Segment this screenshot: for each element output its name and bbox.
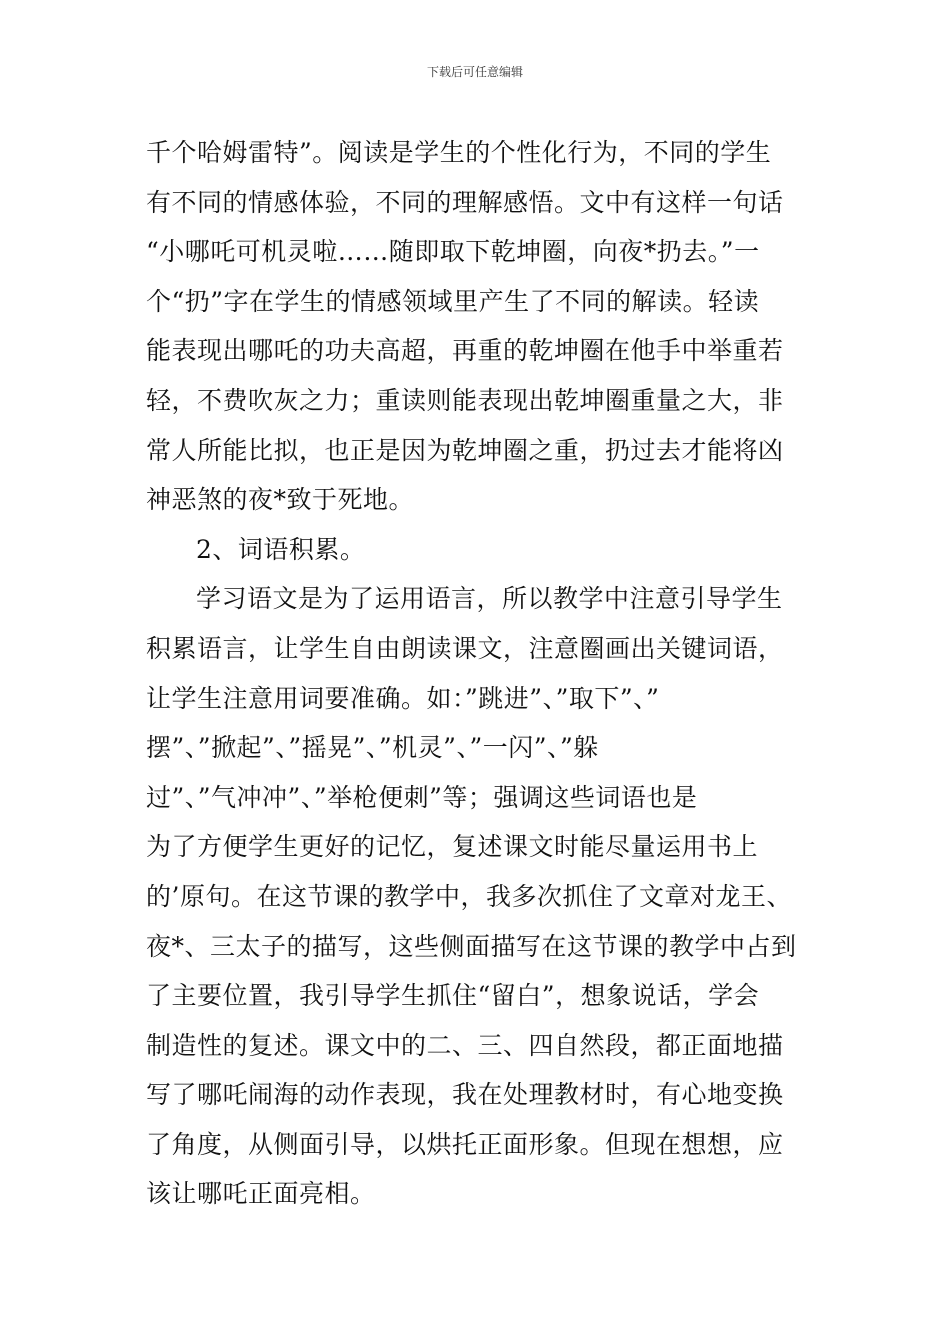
text-line: 夜*、三太子的描写，这些侧面描写在这节课的教学中占到 bbox=[146, 931, 797, 961]
text-line: 让学生注意用词要准确。如：”跳进”、”取下”、” bbox=[146, 683, 660, 713]
text-line: 摆”、”掀起”、”摇晃”、”机灵”、”一闪”、”躲 bbox=[146, 733, 599, 763]
text-line: 了主要位置，我引导学生抓住“留白”，想象说话，学会 bbox=[146, 981, 760, 1011]
text-line: 写了哪吒闹海的动作表现，我在处理教材时，有心地变换 bbox=[146, 1080, 784, 1110]
document-body bbox=[146, 128, 826, 1219]
page-header: 下载后可任意编辑 bbox=[426, 65, 523, 79]
paragraph-start-line: 学习语文是为了运用语言，所以教学中注意引导学生 bbox=[196, 584, 783, 614]
text-line: 常人所能比拟，也正是因为乾坤圈之重，扔过去才能将凶 bbox=[146, 435, 784, 465]
text-line: “小哪吒可机灵啦……随即取下乾坤圈，向夜*扔去。”一 bbox=[146, 237, 760, 267]
text-line: 为了方便学生更好的记忆，复述课文时能尽量运用书上 bbox=[146, 832, 759, 862]
text-line: 有不同的情感体验，不同的理解感悟。文中有这样一句话 bbox=[146, 187, 784, 217]
text-line: 制造性的复述。课文中的二、三、四自然段，都正面地描 bbox=[146, 1030, 784, 1060]
text-line: 了角度，从侧面引导，以烘托正面形象。但现在想想，应 bbox=[146, 1129, 784, 1159]
text-line: 过”、”气冲冲”、”举枪便刺”等；强调这些词语也是 bbox=[146, 782, 698, 812]
text-line: 能表现出哪吒的功夫高超，再重的乾坤圈在他手中举重若 bbox=[146, 336, 784, 366]
text-line: 神恶煞的夜*致于死地。 bbox=[146, 485, 415, 515]
text-line: 该让哪吒正面亮相。 bbox=[146, 1179, 376, 1209]
section-heading: 2、词语积累。 bbox=[196, 534, 366, 564]
text-line: 千个哈姆雷特”。阅读是学生的个性化行为，不同的学生 bbox=[146, 138, 772, 167]
text-line: 的’原句。在这节课的教学中，我多次抓住了文章对龙王、 bbox=[146, 881, 792, 911]
text-line: 积累语言，让学生自由朗读课文，注意圈画出关键词语， bbox=[146, 633, 784, 663]
text-line: 轻，不费吹灰之力；重读则能表现出乾坤圈重量之大，非 bbox=[146, 385, 784, 415]
text-line: 个“扔”字在学生的情感领域里产生了不同的解读。轻读 bbox=[146, 286, 760, 316]
